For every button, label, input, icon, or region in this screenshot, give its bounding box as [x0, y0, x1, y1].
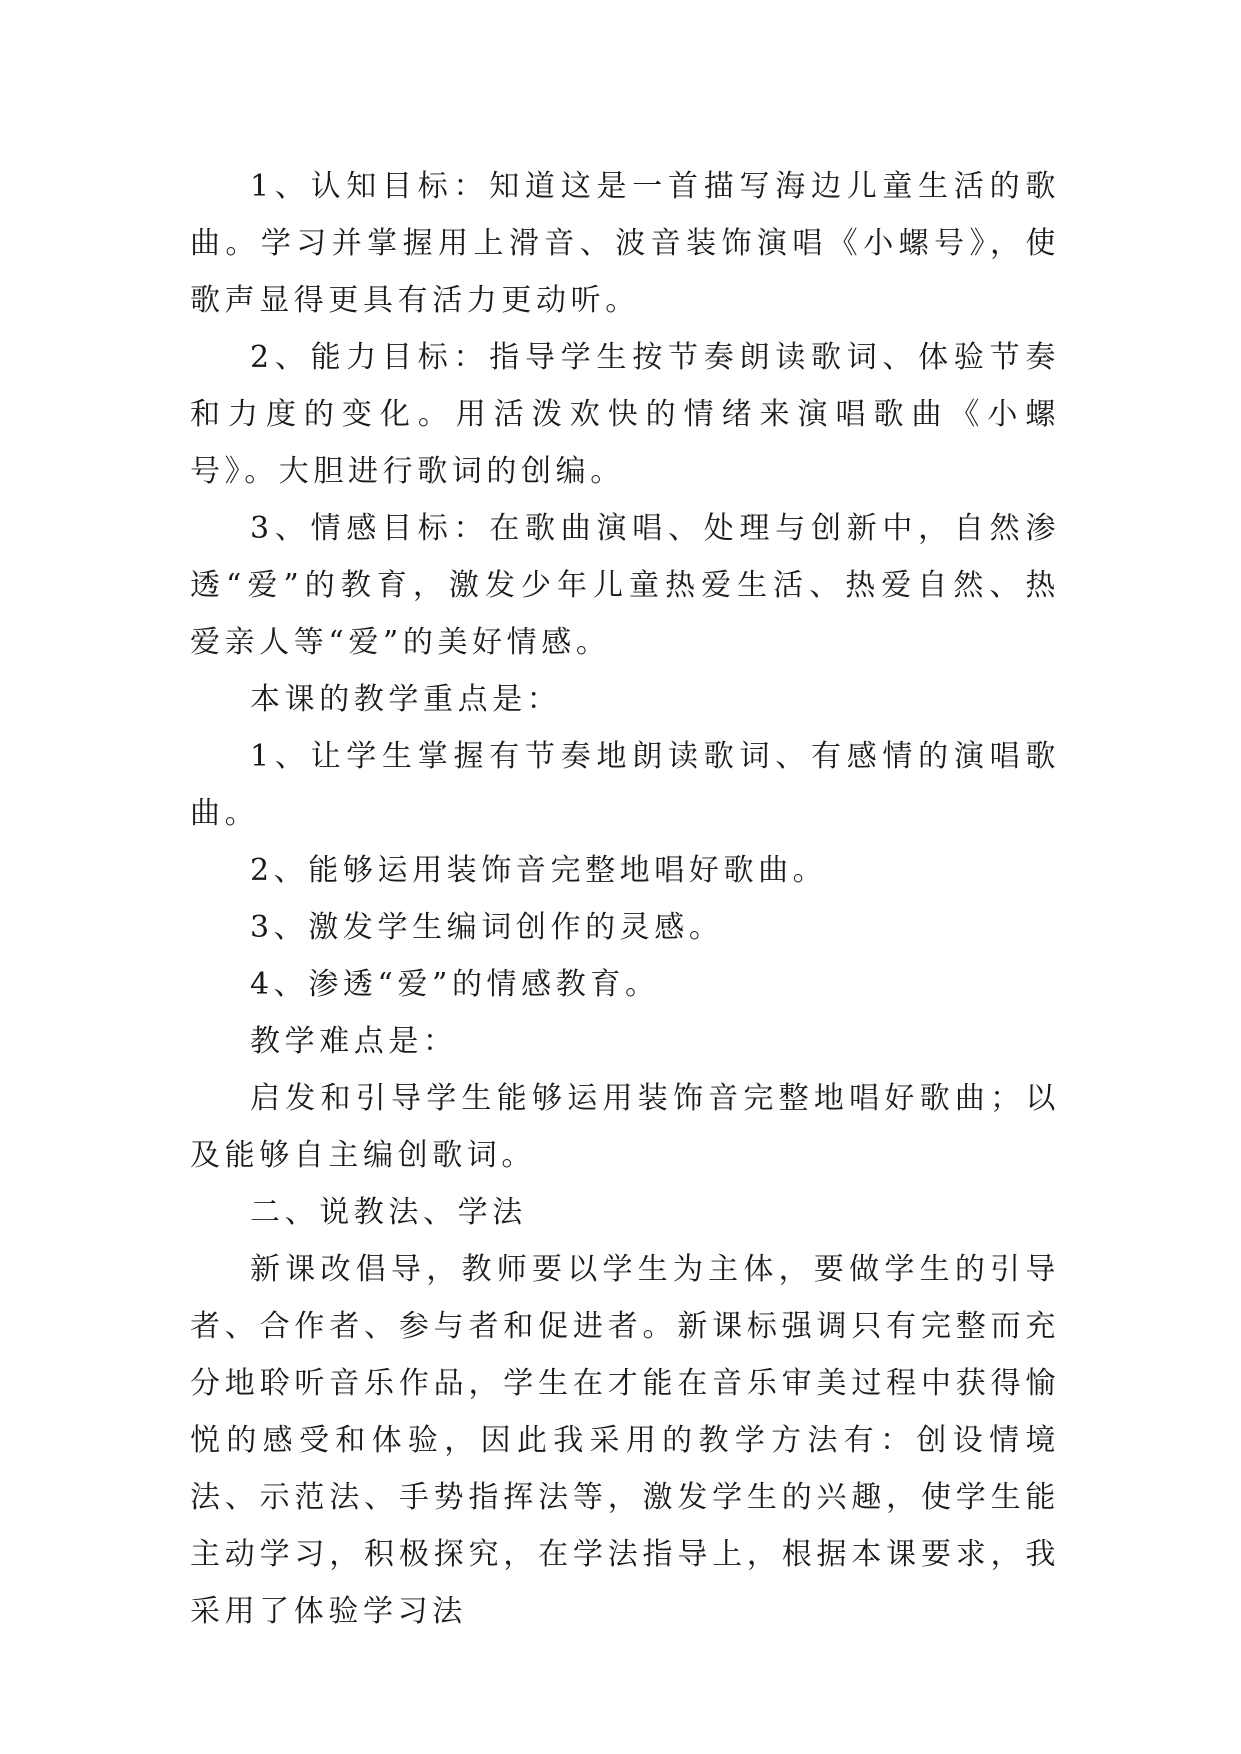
paragraph-ability-goal: 2、能力目标：指导学生按节奏朗读歌词、体验节奏和力度的变化。用活泼欢快的情绪来演唱歌曲《小螺号》。大胆进行歌词的创编。 [190, 340, 1060, 489]
paragraph-difficulty: 启发和引导学生能够运用装饰音完整地唱好歌曲；以及能够自主编创歌词。 [190, 1081, 1060, 1173]
paragraph-difficulty-heading: 教学难点是： [250, 1024, 458, 1059]
paragraph-key-point-2: 2、能够运用装饰音完整地唱好歌曲。 [250, 853, 828, 888]
paragraph-key-point-4: 4、渗透“爱”的情感教育。 [250, 967, 660, 1002]
paragraph-methods: 新课改倡导，教师要以学生为主体，要做学生的引导者、合作者、参与者和促进者。新课标强调只有完整而充分地聆听音乐作品，学生在才能在音乐审美过程中获得愉悦的感受和体验，因此我采用的教学方法有：创设情境法、示范法、手势指挥法等，激发学生的兴趣，使学生能主动学习，积极探究，在学法指导上，根据本课要求，我采用了体验学习法 [190, 1252, 1060, 1629]
paragraph-key-point-1: 1、让学生掌握有节奏地朗读歌词、有感情的演唱歌曲。 [190, 739, 1060, 831]
document-page [190, 158, 1060, 1640]
paragraph-emotion-goal: 3、情感目标：在歌曲演唱、处理与创新中，自然渗透“爱”的教育，激发少年儿童热爱生活、热爱自然、热爱亲人等“爱”的美好情感。 [190, 511, 1060, 660]
paragraph-cognitive-goal: 1、认知目标：知道这是一首描写海边儿童生活的歌曲。学习并掌握用上滑音、波音装饰演唱《小螺号》，使歌声显得更具有活力更动听。 [190, 169, 1060, 318]
paragraph-key-point-3: 3、激发学生编词创作的灵感。 [250, 910, 724, 945]
paragraph-key-points-heading: 本课的教学重点是： [250, 682, 562, 717]
section-heading-methods: 二、说教法、学法 [250, 1195, 527, 1230]
